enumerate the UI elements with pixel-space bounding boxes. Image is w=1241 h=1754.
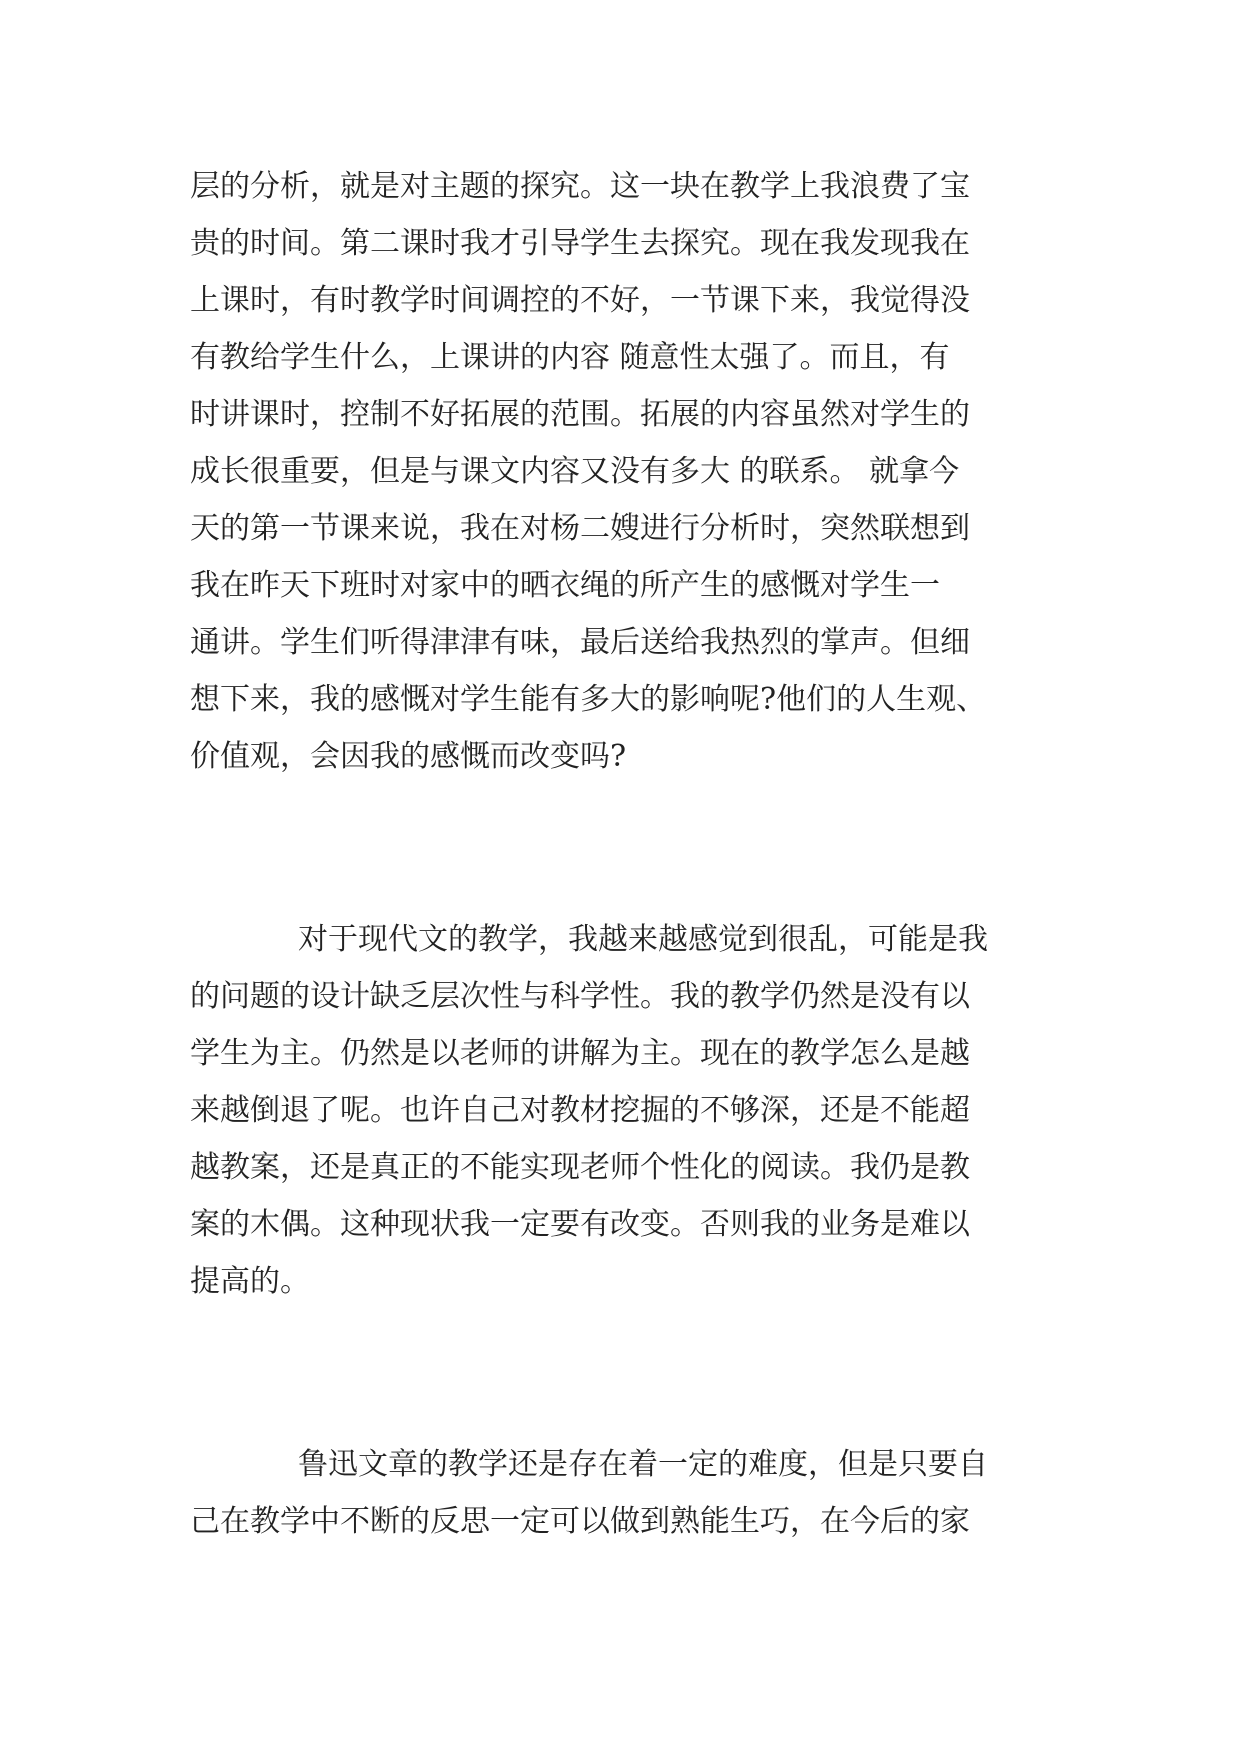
paragraph-2: [190, 911, 1060, 1310]
text-line: 的问题的设计缺乏层次性与科学性。我的教学仍然是没有以: [190, 979, 970, 1014]
paragraph-3: [190, 1436, 1060, 1550]
text-line: 案的木偶。这种现状我一定要有改变。否则我的业务是难以: [190, 1207, 970, 1242]
text-line: 时讲课时，控制不好拓展的范围。拓展的内容虽然对学生的: [190, 397, 970, 432]
text-line-indented: 对于现代文的教学，我越来越感觉到很乱，可能是我: [298, 922, 988, 957]
text-line: 贵的时间。第二课时我才引导学生去探究。现在我发现我在: [190, 226, 970, 261]
document-body: [190, 158, 1060, 1550]
text-line: 我在昨天下班时对家中的晒衣绳的所产生的感慨对学生一: [190, 568, 940, 603]
text-line: 越教案，还是真正的不能实现老师个性化的阅读。我仍是教: [190, 1150, 970, 1185]
text-line: 己在教学中不断的反思一定可以做到熟能生巧，在今后的家: [190, 1504, 970, 1539]
text-line: 学生为主。仍然是以老师的讲解为主。现在的教学怎么是越: [190, 1036, 970, 1071]
text-line: 层的分析，就是对主题的探究。这一块在教学上我浪费了宝: [190, 169, 970, 204]
text-line: 想下来，我的感慨对学生能有多大的影响呢?他们的人生观、: [190, 682, 987, 717]
text-line: 上课时，有时教学时间调控的不好，一节课下来，我觉得没: [190, 283, 970, 318]
paragraph-1: [190, 158, 1060, 785]
text-line: 成长很重要，但是与课文内容又没有多大 的联系。 就拿今: [190, 454, 960, 489]
text-line: 价值观，会因我的感慨而改变吗?: [190, 739, 627, 774]
text-line: 来越倒退了呢。也许自己对教材挖掘的不够深，还是不能超: [190, 1093, 970, 1128]
text-line: 通讲。学生们听得津津有味，最后送给我热烈的掌声。但细: [190, 625, 970, 660]
text-line: 提高的。: [190, 1264, 310, 1299]
text-line-indented: 鲁迅文章的教学还是存在着一定的难度，但是只要自: [298, 1447, 988, 1482]
text-line: 天的第一节课来说，我在对杨二嫂进行分析时，突然联想到: [190, 511, 970, 546]
text-line: 有教给学生什么，上课讲的内容 随意性太强了。而且，有: [190, 340, 950, 375]
